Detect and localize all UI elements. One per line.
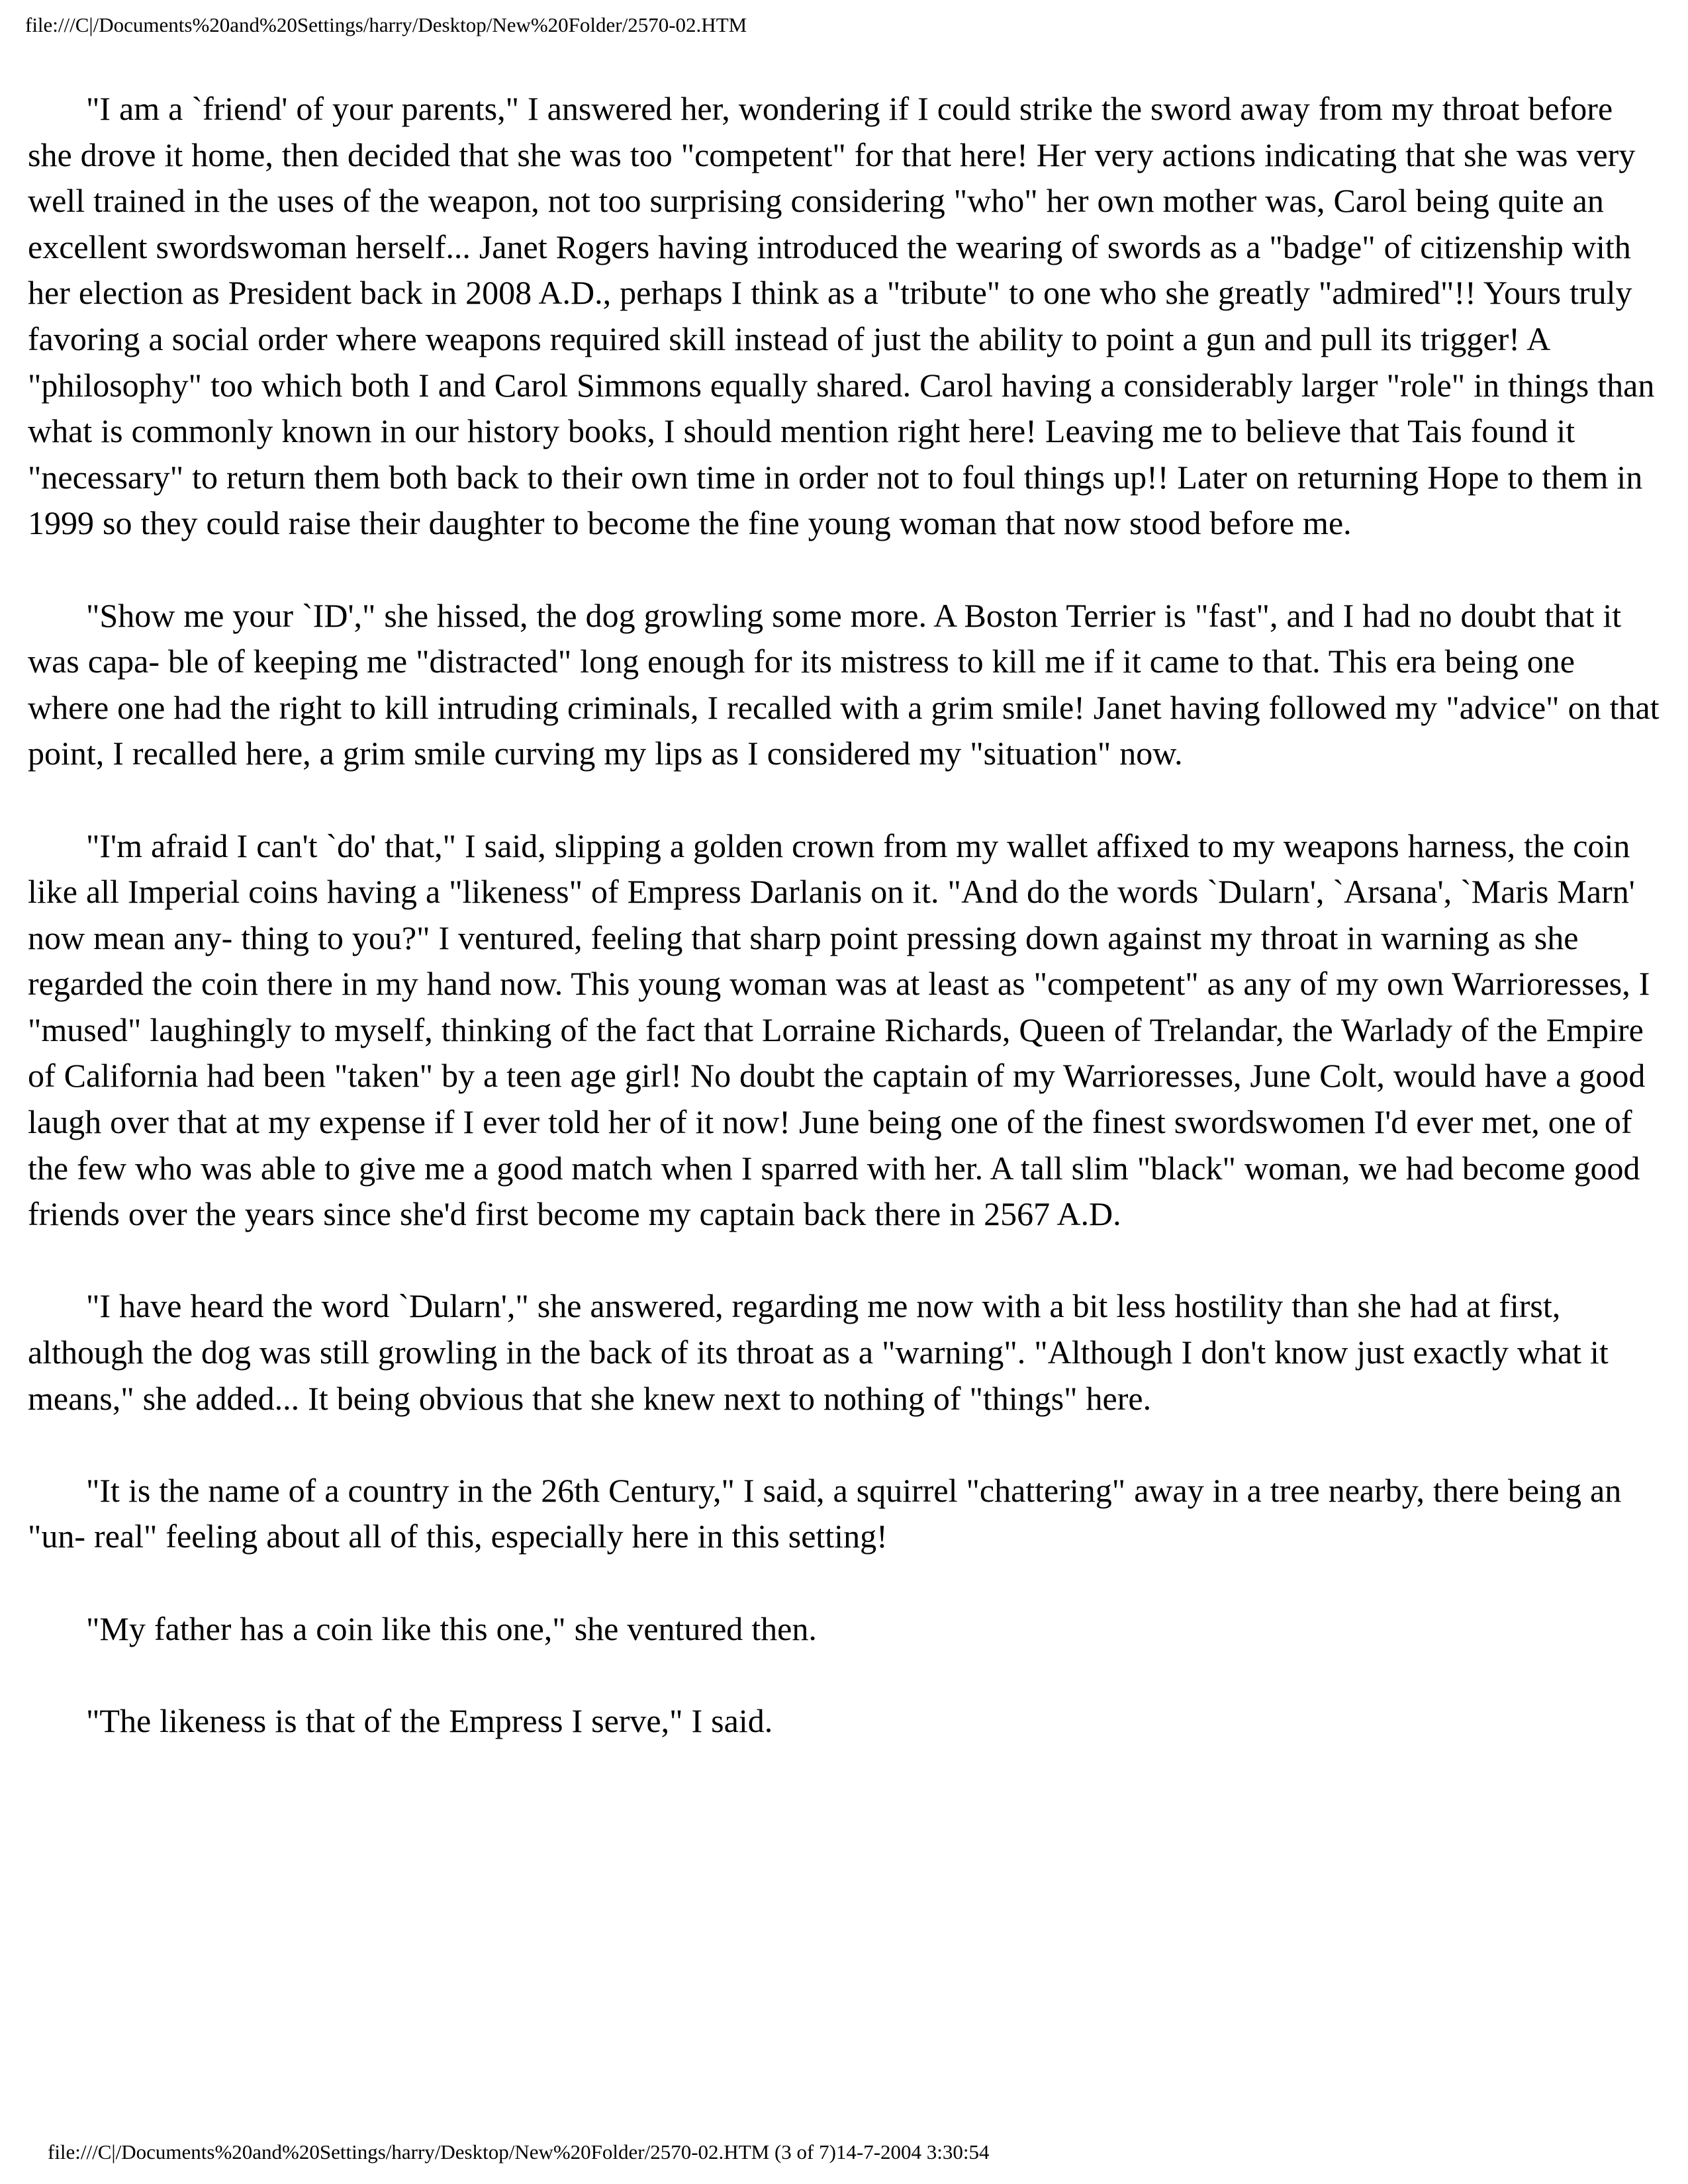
document-body [28,86,1663,1790]
paragraph: "My father has a coin like this one," she ventured then. [86,1610,817,1647]
paragraph: "Show me your `ID'," she hissed, the dog growling some more. A Boston Terrier is "fast", and I had no doubt that it was capa- ble of keeping me "distracted" long enough for its mistress to kill me if it came to that. This era being one where one had the right to kill intruding criminals, I recalled with a grim smile! Janet having followed my "advice" on that point, I recalled here, a grim smile curving my lips as I considered my "situation" now. [28,596,1660,772]
paragraph: "I am a `friend' of your parents," I answered her, wondering if I could strike the sword away from my throat before she drove it home, then decided that she was too "competent" for that here! Her very actions indicating that she was very well trained in the uses of the weapon, not too surprising considering "who" her own mother was, Carol being quite an excellent swordswoman herself... Janet Rogers having introduced the wearing of swords as a "badge" of citizenship with her election as President back in 2008 A.D., perhaps I think as a "tribute" to one who she greatly "admired"!! Yours truly favoring a social order where weapons required skill instead of just the ability to point a gun and pull its trigger! A "philosophy" too which both I and Carol Simmons equally shared. Carol having a considerably larger "role" in things than what is commonly known in our history books, I should mention right here! Leaving me to believe that Tais found it "necessary" to return them both back to their own time in order not to foul things up!! Later on returning Hope to them in 1999 so they could raise their daughter to become the fine young woman that now stood before me. [28,90,1655,542]
paragraph: "The likeness is that of the Empress I serve," I said. [86,1702,773,1739]
paragraph: "It is the name of a country in the 26th Century," I said, a squirrel "chattering" away in a tree nearby, there being an "un- real" feeling about all of this, especially here in this setting! [28,1471,1622,1555]
page-header-url: file:///C|/Documents%20and%20Settings/harry/Desktop/New%20Folder/2570-02.HTM [25,13,747,36]
page-footer: file:///C|/Documents%20and%20Settings/harry/Desktop/New%20Folder/2570-02.HTM (3 of 7)14-7-2004 3:30:54 [48,2140,990,2163]
paragraph: "I have heard the word `Dularn'," she answered, regarding me now with a bit less hostility than she had at first, although the dog was still growling in the back of its throat as a "warning". "Although I don't know just exactly what it means," she added... It being obvious that she knew next to nothing of "things" here. [28,1287,1609,1417]
paragraph: "I'm afraid I can't `do' that," I said, slipping a golden crown from my wallet affixed to my weapons harness, the coin like all Imperial coins having a "likeness" of Empress Darlanis on it. "And do the words `Dularn', `Arsana', `Maris Marn' now mean any- thing to you?" I ventured, feeling that sharp point pressing down against my throat in warning as she regarded the coin there in my hand now. This young woman was at least as "competent" as any of my own Warrioresses, I "mused" laughingly to myself, thinking of the fact that Lorraine Richards, Queen of Trelandar, the Warlady of the Empire of California had been "taken" by a teen age girl! No doubt the captain of my Warrioresses, June Colt, would have a good laugh over that at my expense if I ever told her of it now! June being one of the finest swordswomen I'd ever met, one of the few who was able to give me a good match when I sparred with her. A tall slim "black" woman, we had become good friends over the years since she'd first become my captain back there in 2567 A.D. [28,827,1650,1233]
